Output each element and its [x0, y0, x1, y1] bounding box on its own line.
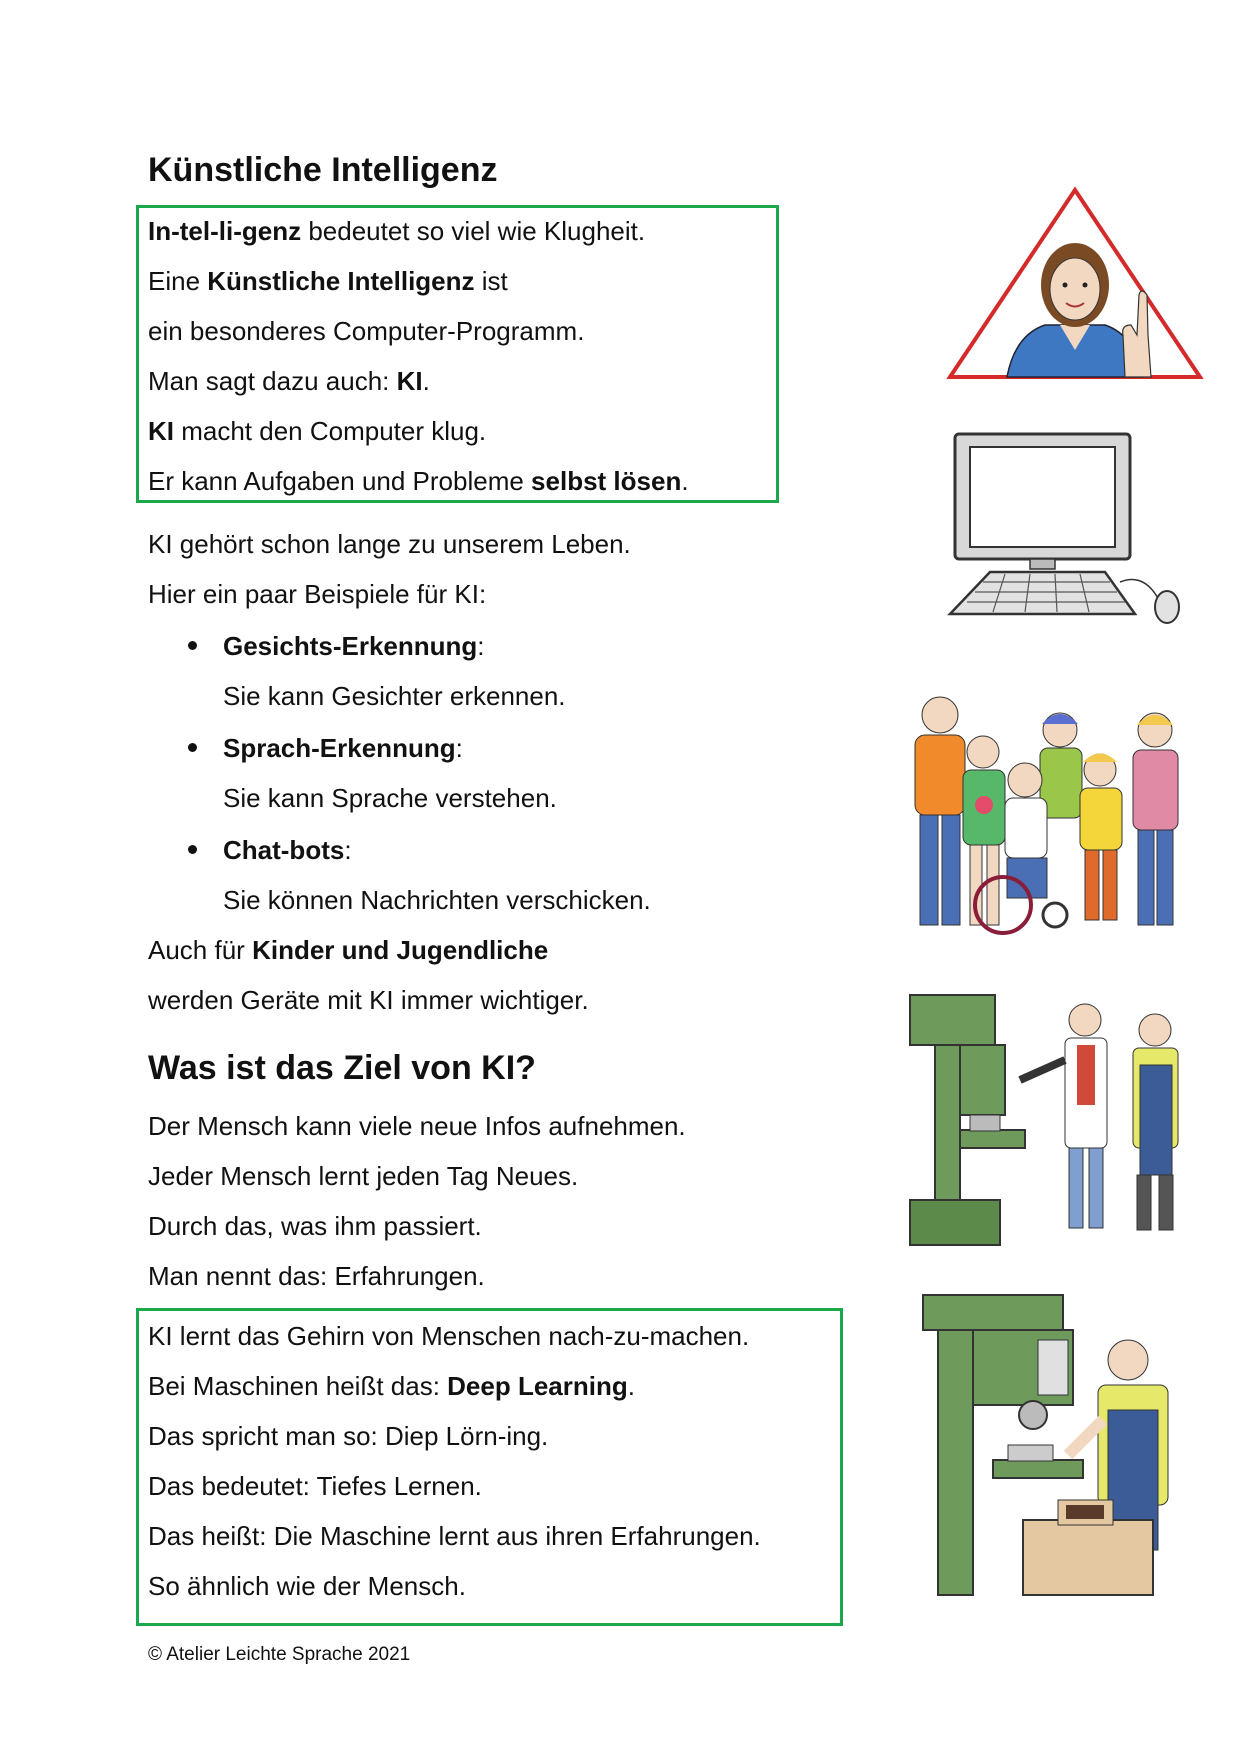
body-line: Durch das, was ihm passiert.: [148, 1211, 482, 1241]
bullet-icon: [188, 845, 197, 854]
copyright-footer: © Atelier Leichte Sprache 2021: [148, 1644, 411, 1665]
definition-line: ein besonderes Computer-Programm.: [148, 316, 585, 346]
body-line: Jeder Mensch lernt jeden Tag Neues.: [148, 1161, 579, 1191]
definition-line: Eine Künstliche Intelligenz ist: [148, 266, 508, 296]
example-term: Gesichts-Erkennung:: [223, 631, 485, 661]
deep-learning-line: So ähnlich wie der Mensch.: [148, 1571, 466, 1601]
bullet-icon: [188, 743, 197, 752]
example-desc: Sie kann Sprache verstehen.: [223, 783, 557, 813]
deep-learning-line: KI lernt das Gehirn von Menschen nach-zu-machen.: [148, 1321, 750, 1351]
warning-icon: [945, 185, 1205, 385]
body-line: Man nennt das: Erfahrungen.: [148, 1261, 485, 1291]
body-line: Der Mensch kann viele neue Infos aufnehmen.: [148, 1111, 686, 1141]
machine-icon: [905, 990, 1205, 1255]
deep-learning-line: Das spricht man so: Diep Lörn-ing.: [148, 1421, 549, 1451]
computer-icon: [945, 432, 1195, 627]
intro-line: KI gehört schon lange zu unserem Leben.: [148, 529, 631, 559]
people-icon: [895, 690, 1205, 955]
definition-line: In-tel-li-genz bedeutet so viel wie Klugheit.: [148, 216, 646, 246]
definition-line: Man sagt dazu auch: KI.: [148, 366, 430, 396]
definition-line: Er kann Aufgaben und Probleme selbst lösen.: [148, 466, 689, 496]
deep-learning-line: Das heißt: Die Maschine lernt aus ihren Erfahrungen.: [148, 1521, 761, 1551]
example-term: Sprach-Erkennung:: [223, 733, 463, 763]
example-desc: Sie können Nachrichten verschicken.: [223, 885, 651, 915]
section-heading: Was ist das Ziel von KI?: [148, 1049, 536, 1087]
intro-line: Hier ein paar Beispiele für KI:: [148, 579, 487, 609]
definition-box: [136, 205, 779, 503]
definition-line: KI macht den Computer klug.: [148, 416, 487, 446]
example-desc: Sie kann Gesichter erkennen.: [223, 681, 566, 711]
closing-line: werden Geräte mit KI immer wichtiger.: [148, 985, 589, 1015]
bullet-icon: [188, 641, 197, 650]
worker-icon: [918, 1290, 1208, 1600]
example-term: Chat-bots:: [223, 835, 352, 865]
deep-learning-line: Das bedeutet: Tiefes Lernen.: [148, 1471, 482, 1501]
page-title: Künstliche Intelligenz: [148, 151, 498, 189]
closing-line: Auch für Kinder und Jugendliche: [148, 935, 549, 965]
deep-learning-line: Bei Maschinen heißt das: Deep Learning.: [148, 1371, 635, 1401]
